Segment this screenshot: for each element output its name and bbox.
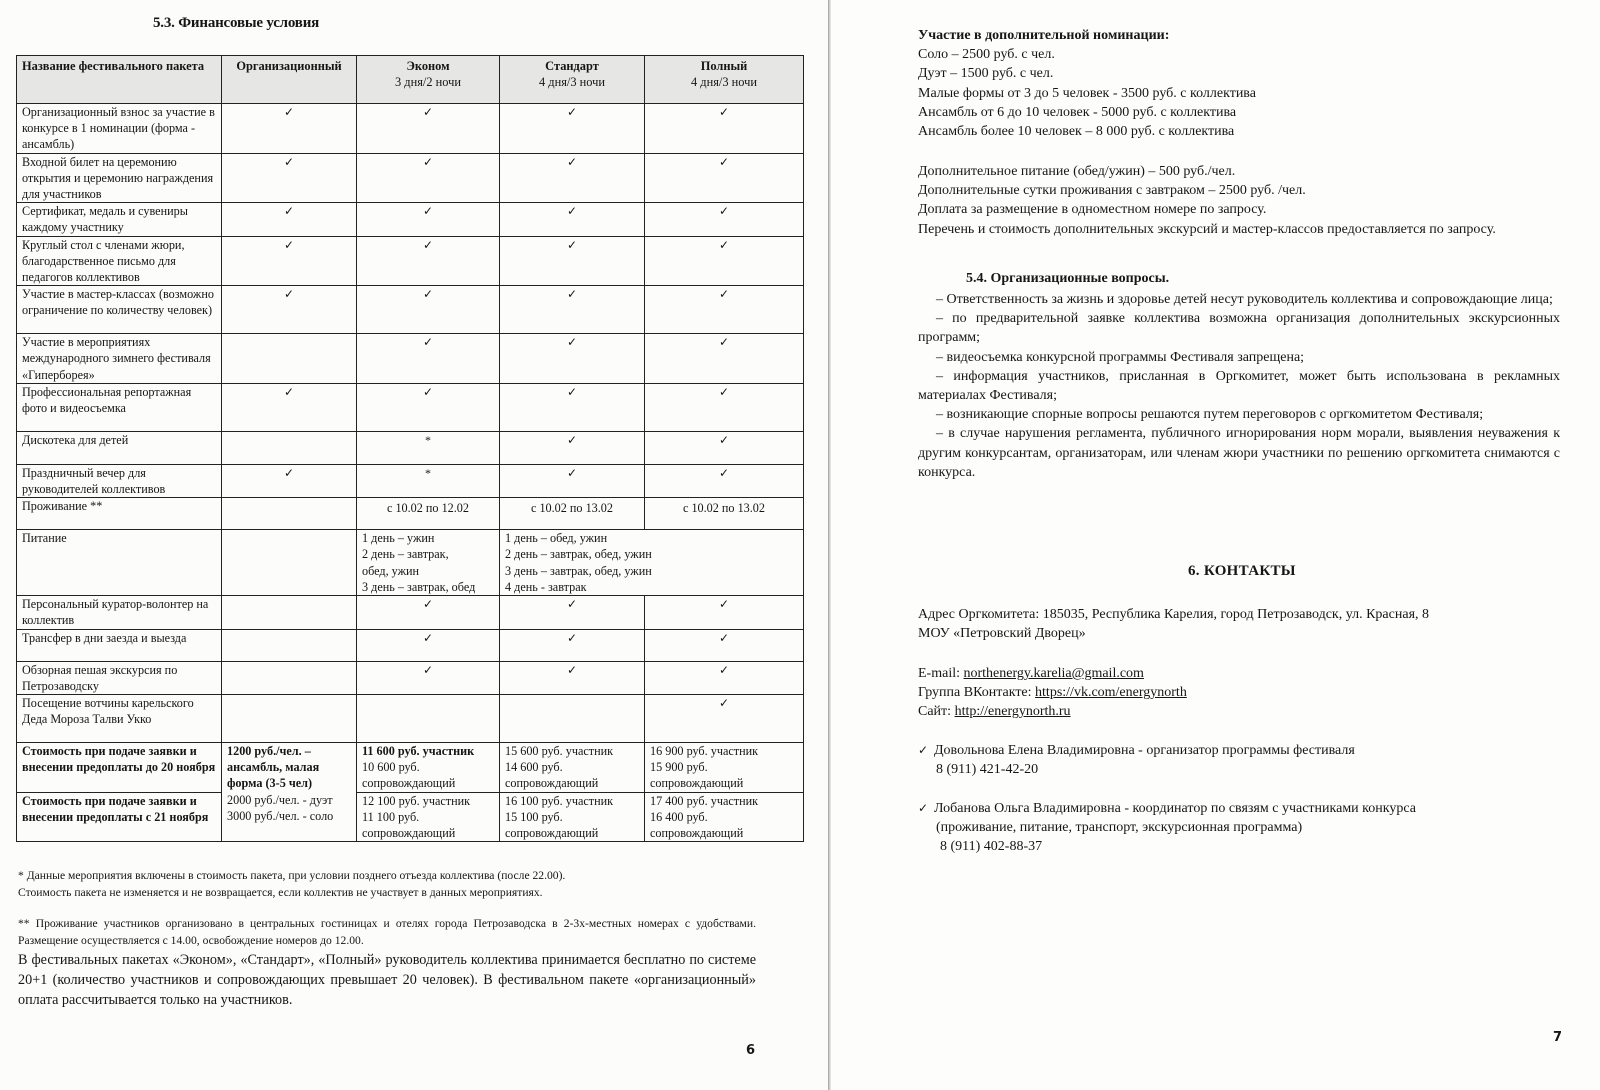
checkmark-cell-econom: ✓ [357, 236, 500, 286]
price-early-label: Стоимость при подаче заявки и внесении предоплаты до 20 ноября [17, 743, 222, 793]
address-block [918, 605, 1429, 643]
table-row [17, 464, 804, 497]
extra-nomination-title: Участие в дополнительной номинации: [918, 28, 1170, 43]
feature-cell: Организационный взнос за участие в конкурсе в 1 номинации (форма - ансамбль) [17, 104, 222, 154]
checkmark-cell-econom: ✓ [357, 661, 500, 694]
value-cell-org [222, 661, 357, 694]
asterisk-cell-econom: * [357, 431, 500, 464]
checkmark-cell-econom: ✓ [357, 286, 500, 334]
list-item: Дополнительные сутки проживания с завтраком – 2500 руб. /чел. [918, 183, 1306, 199]
price-late-econom: 12 100 руб. участник 11 100 руб. сопровождающий [357, 792, 500, 842]
table-row [17, 498, 804, 530]
table-row [17, 203, 804, 236]
value-cell-econom: с 10.02 по 12.02 [357, 498, 500, 530]
value-cell-standard: с 10.02 по 13.02 [500, 498, 645, 530]
checkmark-cell-org: ✓ [222, 104, 357, 154]
address-line: Адрес Оргкомитета: 185035, Республика Карелия, город Петрозаводск, ул. Красная, 8 [918, 607, 1430, 622]
checkmark-cell-standard: ✓ [500, 236, 645, 286]
checkmark-cell-org: ✓ [222, 383, 357, 431]
links-block [918, 664, 1187, 722]
list-item: Доплата за размещение в одноместном номере по запросу. [918, 202, 1267, 218]
feature-cell: Проживание ** [17, 498, 222, 530]
checkmark-cell-full: ✓ [645, 286, 804, 334]
checkmark-cell-full: ✓ [645, 334, 804, 384]
list-item: – видеосъемка конкурсной программы Фестиваля запрещена; [936, 349, 1305, 365]
value-cell-org [222, 498, 357, 530]
list-item: – возникающие спорные вопросы решаются путем переговоров с оргкомитетом Фестиваля; [936, 407, 1484, 423]
checkmark-cell-full: ✓ [645, 153, 804, 203]
checkmark-cell-full: ✓ [645, 431, 804, 464]
asterisk-cell-econom: * [357, 464, 500, 497]
value-cell-org [222, 334, 357, 384]
table-header-row [17, 56, 804, 104]
value-cell-org [222, 629, 357, 661]
checkmark-cell-full: ✓ [645, 661, 804, 694]
extras-block [918, 162, 1538, 239]
page-number-6: 6 [746, 1043, 756, 1058]
contact-person-1 [918, 741, 1355, 779]
checkmark-cell-full: ✓ [645, 383, 804, 431]
value-cell-org [222, 695, 357, 743]
checkmark-cell-econom: ✓ [357, 153, 500, 203]
checkmark-cell-org: ✓ [222, 203, 357, 236]
feature-cell: Сертификат, медаль и сувениры каждому участнику [17, 203, 222, 236]
person-phone: 8 (911) 421-42-20 [936, 762, 1039, 778]
feature-cell: Обзорная пешая экскурсия по Петрозаводску [17, 661, 222, 694]
table-row [17, 286, 804, 334]
person-phone: 8 (911) 402-88-37 [940, 839, 1043, 855]
page-number-7: 7 [1553, 1030, 1563, 1045]
table-row [17, 153, 804, 203]
value-cell-org [222, 431, 357, 464]
feature-cell: Круглый стол с членами жюри, благодарственное письмо для педагогов коллективов [17, 236, 222, 286]
table-row [17, 661, 804, 694]
list-item: – Ответственность за жизнь и здоровье детей несут руководитель коллектива и сопровождающие лица; [936, 292, 1553, 307]
list-item: Соло – 2500 руб. с чел. [918, 47, 1055, 63]
person-name-role: Лобанова Ольга Владимировна - координатор по связям с участниками конкурса [934, 801, 1416, 816]
email-row: E-mail: northenergy.karelia@gmail.com [918, 666, 1144, 681]
table-row [17, 596, 804, 629]
checkmark-cell-standard: ✓ [500, 104, 645, 154]
checkmark-cell-org: ✓ [222, 464, 357, 497]
list-item: Дополнительное питание (обед/ужин) – 500 руб./чел. [918, 164, 1236, 179]
feature-cell: Профессиональная репортажная фото и видеосъемка [17, 383, 222, 431]
section-title-financial: 5.3. Финансовые условия [153, 15, 320, 31]
price-early-full: 16 900 руб. участник 15 900 руб. сопровождающий [645, 743, 804, 793]
table-row [17, 695, 804, 743]
price-late-full: 17 400 руб. участник 16 400 руб. сопровождающий [645, 792, 804, 842]
header-package-name: Название фестивального пакета [17, 56, 222, 104]
checkmark-cell-org: ✓ [222, 286, 357, 334]
feature-cell: Персональный куратор-волонтер на коллектив [17, 596, 222, 629]
header-organizational: Организационный [222, 56, 357, 104]
checkmark-cell-full: ✓ [645, 596, 804, 629]
check-icon: ✓ [918, 801, 929, 815]
list-item: Перечень и стоимость дополнительных экскурсий и мастер-классов предоставляется по запросу. [918, 221, 1496, 237]
section-title-contacts: 6. КОНТАКТЫ [1188, 563, 1296, 579]
value-cell-standard [500, 695, 645, 743]
list-item: Малые формы от 3 до 5 человек - 3500 руб. с коллектива [918, 85, 1256, 101]
value-cell-full: с 10.02 по 13.02 [645, 498, 804, 530]
table-row-price-early [17, 743, 804, 793]
list-item: Ансамбль более 10 человек – 8 000 руб. с коллектива [918, 124, 1235, 140]
checkmark-cell-econom: ✓ [357, 629, 500, 661]
checkmark-cell-standard: ✓ [500, 203, 645, 236]
checkmark-cell-econom: ✓ [357, 104, 500, 154]
price-early-standard: 15 600 руб. участник 14 600 руб. сопровождающий [500, 743, 645, 793]
table-row [17, 236, 804, 286]
checkmark-cell-standard: ✓ [500, 661, 645, 694]
checkmark-cell-standard: ✓ [500, 334, 645, 384]
feature-cell: Входной билет на церемонию открытия и церемонию награждения для участников [17, 153, 222, 203]
table-row [17, 629, 804, 661]
feature-cell: Питание [17, 530, 222, 596]
checkmark-cell-standard: ✓ [500, 431, 645, 464]
feature-cell: Дискотека для детей [17, 431, 222, 464]
feature-cell: Посещение вотчины карельского Деда Мороза Талви Укко [17, 695, 222, 743]
email-link[interactable]: northenergy.karelia@gmail.com [963, 666, 1144, 681]
header-standard: Стандарт 4 дня/3 ночи [500, 56, 645, 104]
table-row-price-late [17, 792, 804, 842]
feature-cell: Участие в мастер-классах (возможно ограничение по количеству человек) [17, 286, 222, 334]
checkmark-cell-econom: ✓ [357, 203, 500, 236]
checkmark-cell-standard: ✓ [500, 596, 645, 629]
organization-name: МОУ «Петровский Дворец» [918, 626, 1086, 642]
list-item: Дуэт – 1500 руб. с чел. [918, 66, 1054, 82]
checkmark-cell-standard: ✓ [500, 286, 645, 334]
feature-cell: Участие в мероприятиях международного зимнего фестиваля «Гиперборея» [17, 334, 222, 384]
meals-econom-cell: 1 день – ужин 2 день – завтрак, обед, ужин 3 день – завтрак, обед [357, 530, 500, 596]
vk-row: Группа ВКонтакте: https://vk.com/energynorth [918, 685, 1187, 701]
checkmark-cell-econom: ✓ [357, 334, 500, 384]
checkmark-cell-full: ✓ [645, 695, 804, 743]
contact-person-2 [918, 799, 1416, 857]
price-early-econom: 11 600 руб. участник 10 600 руб. сопровождающий [357, 743, 500, 793]
header-full: Полный 4 дня/3 ночи [645, 56, 804, 104]
checkmark-cell-standard: ✓ [500, 383, 645, 431]
checkmark-cell-full: ✓ [645, 464, 804, 497]
value-cell-econom [357, 695, 500, 743]
footnote-double-asterisk: ** Проживание участников организовано в центральных гостиницах и отелях города Петрозаводска в 2-3х-местных номерах с удобствами. Размещение осуществляется с 14.00, освобождение номеров до 12.00. [18, 917, 756, 947]
vk-link[interactable]: https://vk.com/energynorth [1035, 685, 1187, 701]
value-cell-org [222, 596, 357, 629]
list-item: – в случае нарушения регламента, публичного игнорирования норм морали, выявления неуважения к другим конкурсантам, организаторам, или членам жюри участники по решению оргкомитета снимаются с конкурса. [918, 426, 1560, 480]
checkmark-cell-standard: ✓ [500, 629, 645, 661]
check-icon: ✓ [918, 743, 929, 757]
checkmark-cell-org: ✓ [222, 153, 357, 203]
price-late-standard: 16 100 руб. участник 15 100 руб. сопровождающий [500, 792, 645, 842]
list-item: – по предварительной заявке коллектива возможна организация дополнительных экскурсионных программ; [918, 311, 1560, 346]
checkmark-cell-full: ✓ [645, 629, 804, 661]
paragraph-leader-policy: В фестивальных пакетах «Эконом», «Стандарт», «Полный» руководитель коллектива принимается бесплатно по системе 20+1 (количество участников и сопровождающих превышает 20 человек). В фестивальном пакете «организационный» оплата рассчитывается только на участников. [18, 952, 756, 1008]
checkmark-cell-standard: ✓ [500, 464, 645, 497]
list-item: Ансамбль от 6 до 10 человек - 5000 руб. с коллектива [918, 104, 1237, 120]
price-late-label: Стоимость при подаче заявки и внесении предоплаты с 21 ноября [17, 792, 222, 842]
financial-table [16, 55, 804, 842]
table-row [17, 383, 804, 431]
feature-cell: Трансфер в дни заезда и выезда [17, 629, 222, 661]
site-row: Сайт: http://energynorth.ru [918, 704, 1071, 720]
table-row-meals [17, 530, 804, 596]
table-row [17, 431, 804, 464]
header-econom: Эконом 3 дня/2 ночи [357, 56, 500, 104]
person-extra: (проживание, питание, транспорт, экскурсионная программа) [936, 820, 1303, 836]
list-item: – информация участников, присланная в Оргкомитет, может быть использована в рекламных материалах Фестиваля; [918, 368, 1560, 404]
price-org-cell: 1200 руб./чел. – ансамбль, малая форма (3-5 чел) 2000 руб./чел. - дуэт 3000 руб./чел. - соло [222, 743, 357, 842]
checkmark-cell-org: ✓ [222, 236, 357, 286]
checkmark-cell-standard: ✓ [500, 153, 645, 203]
checkmark-cell-full: ✓ [645, 203, 804, 236]
meals-org-cell [222, 530, 357, 596]
table-row [17, 104, 804, 154]
checkmark-cell-econom: ✓ [357, 383, 500, 431]
org-issues-list [918, 290, 1560, 482]
site-link[interactable]: http://energynorth.ru [954, 704, 1071, 720]
feature-cell: Праздничный вечер для руководителей коллективов [17, 464, 222, 497]
table-row [17, 334, 804, 384]
extra-nomination-block [918, 26, 1558, 141]
checkmark-cell-econom: ✓ [357, 596, 500, 629]
meals-standard-full-cell: 1 день – обед, ужин 2 день – завтрак, обед, ужин 3 день – завтрак, обед, ужин 4 день - завтрак [500, 530, 804, 596]
person-name-role: Довольнова Елена Владимировна - организатор программы фестиваля [934, 743, 1355, 758]
section-title-org: 5.4. Организационные вопросы. [966, 271, 1170, 286]
footnote-asterisk: * Данные мероприятия включены в стоимость пакета, при условии позднего отъезда коллектива (после 22.00). Стоимость пакета не изменяется и не возвращается, если коллектив не участвует в данных мероприятиях. [18, 869, 566, 899]
checkmark-cell-full: ✓ [645, 104, 804, 154]
checkmark-cell-full: ✓ [645, 236, 804, 286]
